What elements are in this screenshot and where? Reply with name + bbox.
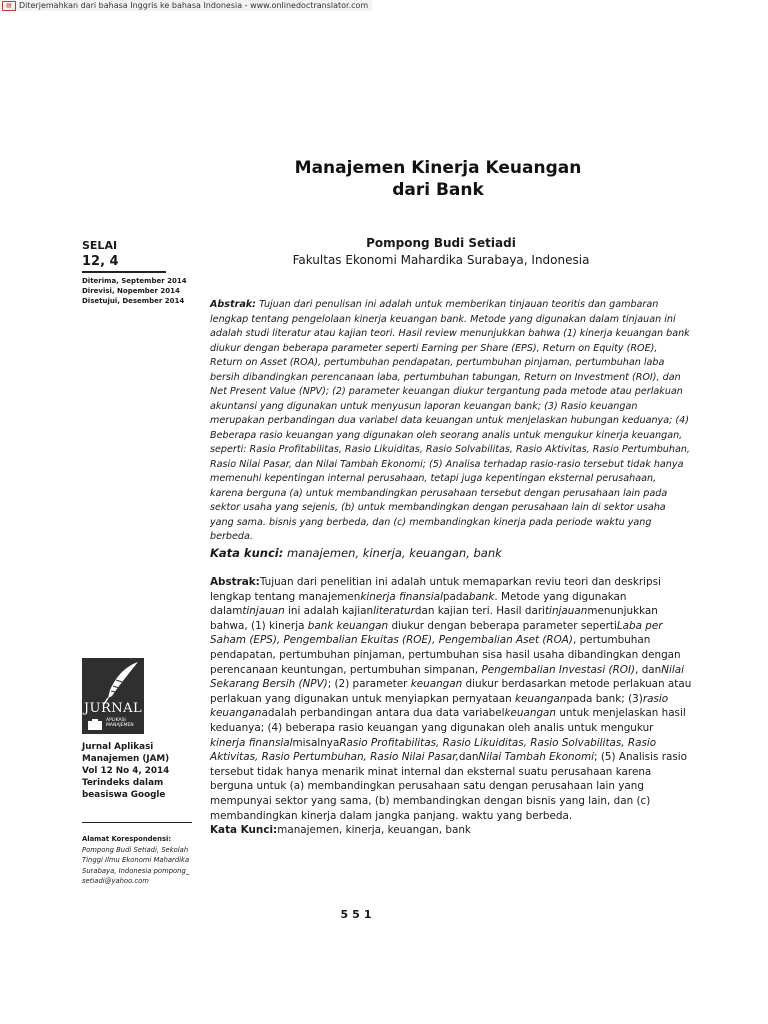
journal-logo xyxy=(82,658,144,734)
abstract-en-text: , pertumbuhan pendapatan, pertumbuhan pinjaman, pertumbuhan sisa hasil usaha dibandingkan dengan perencanaan keuntungan, pertumbuhan simpanan, xyxy=(210,634,681,676)
abstract-en-text: dan xyxy=(458,751,479,764)
abstract-indonesian xyxy=(210,298,690,545)
abstract-en-term: bank keuangan xyxy=(307,619,389,632)
article-dates xyxy=(82,276,192,306)
journal-indexed-line-2: beasiswa Google xyxy=(82,790,166,800)
title-line-2: dari Bank xyxy=(392,180,484,200)
abstract-en-term: literatur xyxy=(373,605,415,618)
section-label: SELAI xyxy=(82,239,118,252)
abstract-en-text: , dan xyxy=(635,663,662,676)
abstract-english xyxy=(210,575,692,823)
date-revised: Direvisi, Nopember 2014 xyxy=(82,287,180,295)
author-block xyxy=(290,235,592,269)
abstract-en-text: diukur berdasarkan metode perlakuan atau perlakuan yang digunakan untuk menyiapkan pernyataan xyxy=(210,678,692,705)
abstract-en-term: bank xyxy=(468,590,495,603)
abstract-en-text: ; (2) parameter xyxy=(327,678,411,691)
abstract-label: Abstrak: xyxy=(210,299,257,310)
abstract-en-term: kinerja finansial xyxy=(360,590,443,603)
keywords-label: Kata kunci: xyxy=(210,546,284,560)
translator-banner[interactable] xyxy=(0,0,372,11)
abstract-en-term: keuangan xyxy=(410,678,463,691)
author-affiliation: Fakultas Ekonomi Mahardika Surabaya, Indonesia xyxy=(292,253,590,267)
keywords-en-label: Kata Kunci: xyxy=(210,824,278,836)
abstract-en-term: Nilai Tambah Ekonomi xyxy=(478,751,595,764)
abstract-en-text: untuk menjelaskan hasil keduanya; (4) beberapa rasio keuangan yang digunakan oleh analis untuk mengukur xyxy=(210,707,686,734)
abstract-en-text: menunjukkan bahwa, (1) kinerja xyxy=(210,605,658,632)
abstract-en-text: Tujuan dari penelitian ini adalah untuk memaparkan reviu teori dan deskripsi lengkap tentang manajemen xyxy=(210,576,661,603)
abstract-en-text: pada bank; (3) xyxy=(566,692,643,705)
keywords-text: manajemen, kinerja, keuangan, bank xyxy=(283,546,502,560)
divider xyxy=(82,822,192,823)
correspondence-address xyxy=(82,834,197,887)
abstract-en-term: keuangan xyxy=(504,707,557,720)
abstract-en-term: kinerja finansial xyxy=(210,736,293,749)
sidebar-article-info xyxy=(82,239,192,306)
abstract-en-term: tinjauan xyxy=(242,605,285,618)
abstract-en-term: tinjauan xyxy=(544,605,588,618)
abstract-en-text: ini adalah kajian xyxy=(284,605,374,618)
abstract-en-text: diukur dengan beberapa parameter seperti xyxy=(388,619,617,632)
abstract-en-text: pada xyxy=(442,590,469,603)
title-line-1: Manajemen Kinerja Keuangan xyxy=(294,158,582,178)
date-received: Diterima, September 2014 xyxy=(82,277,187,285)
keywords-english xyxy=(210,823,690,838)
abstract-en-text: misalnya xyxy=(292,736,340,749)
volume-number: 12, 4 xyxy=(82,253,166,273)
abstract-en-term: rasio keuangan xyxy=(210,692,669,720)
abstract-en-term: keuangan xyxy=(514,692,567,705)
abstract-en-label: Abstrak: xyxy=(210,576,260,588)
abstract-en-term: Nilai Sekarang Bersih (NPV) xyxy=(210,663,685,691)
journal-name-line-2: Manajemen (JAM) xyxy=(82,754,170,764)
abstract-en-text: ; (5) Analisis rasio tersebut tidak hanya menarik minat internal dan eksternal suatu perusahaan karena berguna untuk (a) membandingkan perusahaan satu dengan perusahaan lain yang mempunyai sektor yang sama, (b) membandingkan dengan bisnis yang lain, dan (c) membandingkan kinerja dalam jangka panjang. waktu yang berbeda. xyxy=(210,751,687,822)
abstract-en-term: Laba per Saham (EPS), Pengembalian Ekuitas (ROE), Pengembalian Aset (ROA) xyxy=(210,619,663,647)
correspondence-label: Alamat Korespondensi: xyxy=(82,835,172,843)
journal-volume: Vol 12 No 4, 2014 xyxy=(82,766,170,776)
logo-subtitle-line-1: APLIKASI xyxy=(106,718,126,723)
abstract-en-text: adalah perbandingan antara dua data variabel xyxy=(261,707,505,720)
date-accepted: Disetujui, Desember 2014 xyxy=(82,297,185,305)
abstract-text: Tujuan dari penulisan ini adalah untuk memberikan tinjauan teoritis dan gambaran lengkap tentang pengelolaan kinerja keuangan bank. Metode yang digunakan dalam tinjauan ini adalah studi literatur atau kajian teori. Hasil review menunjukkan bahwa (1) kinerja keuangan bank diukur dengan beberapa parameter seperti Earning per Share (EPS), Return on Equity (ROE), Return on Asset (ROA), pertumbuhan pendapatan, pertumbuhan pinjaman, pertumbuhan laba bersih dibandingkan perencanaan laba, pertumbuhan tabungan, Return on Investment (ROI), dan Net Present Value (NPV); (2) parameter keuangan diukur tergantung pada metode atau perlakuan akuntansi yang digunakan untuk menyusun laporan keuangan bank; (3) Rasio keuangan merupakan perbandingan dua variabel data keuangan untuk menjelaskan hubungan keduanya; (4) Beberapa rasio keuangan yang digunakan oleh seorang analis untuk mengukur kinerja keuangan, seperti: Rasio Profitabilitas, Rasio Likuiditas, Rasio Solvabilitas, Rasio Aktivitas, Rasio Pertumbuhan, Rasio Nilai Pasar, dan Nilai Tambah Ekonomi; (5) Analisa terhadap rasio-rasio tersebut tidak hanya memenuhi kepentingan internal perusahaan, tetapi juga kepentingan eksternal perusahaan, karena berguna (a) untuk membandingkan perusahaan tersebut dengan perusahaan lain pada sektor usaha yang sejenis, (b) untuk membandingkan dengan perusahaan lain di sektor usaha yang sama. bisnis yang berbeda, dan (c) membandingkan kinerja pada periode waktu yang berbeda. xyxy=(210,299,690,542)
journal-indexed-line-1: Terindeks dalam xyxy=(82,778,164,788)
logo-emblem-icon xyxy=(86,718,104,732)
journal-name-line-1: Jurnal Aplikasi xyxy=(82,742,154,752)
abstract-en-text: . Metode yang digunakan dalam xyxy=(210,590,627,618)
logo-wordmark: JURNAL xyxy=(83,701,143,716)
logo-subtitle xyxy=(106,718,144,728)
abstract-en-term: Rasio Profitabilitas, Rasio Likuiditas, Rasio Solvabilitas, Rasio Aktivitas, Rasio Pertumbuhan, Rasio Nilai Pasar, xyxy=(210,736,657,764)
logo-subtitle-line-2: MANAJEMEN xyxy=(106,723,134,728)
author-name: Pompong Budi Setiadi xyxy=(366,236,516,250)
keywords-en-text: manajemen, kinerja, keuangan, bank xyxy=(277,824,471,836)
abstract-en-text: dan kajian teri. Hasil dari xyxy=(414,605,545,618)
page-number: 551 xyxy=(340,908,376,921)
translator-banner-text[interactable]: Diterjemahkan dari bahasa Inggris ke bahasa Indonesia - www.onlinedoctranslator.com xyxy=(19,1,369,10)
keywords-indonesian xyxy=(210,545,690,561)
article-title xyxy=(288,157,588,201)
correspondence-text: Pompong Budi Setiadi, Sekolah Tinggi Ilmu Ekonomi Mahardika Surabaya, Indonesia pompong_ setiadi@yahoo.com xyxy=(82,845,190,885)
abstract-en-term: Pengembalian Investasi (ROI) xyxy=(481,663,636,676)
document-translate-icon: ▤ xyxy=(2,1,16,11)
journal-info xyxy=(82,741,192,801)
